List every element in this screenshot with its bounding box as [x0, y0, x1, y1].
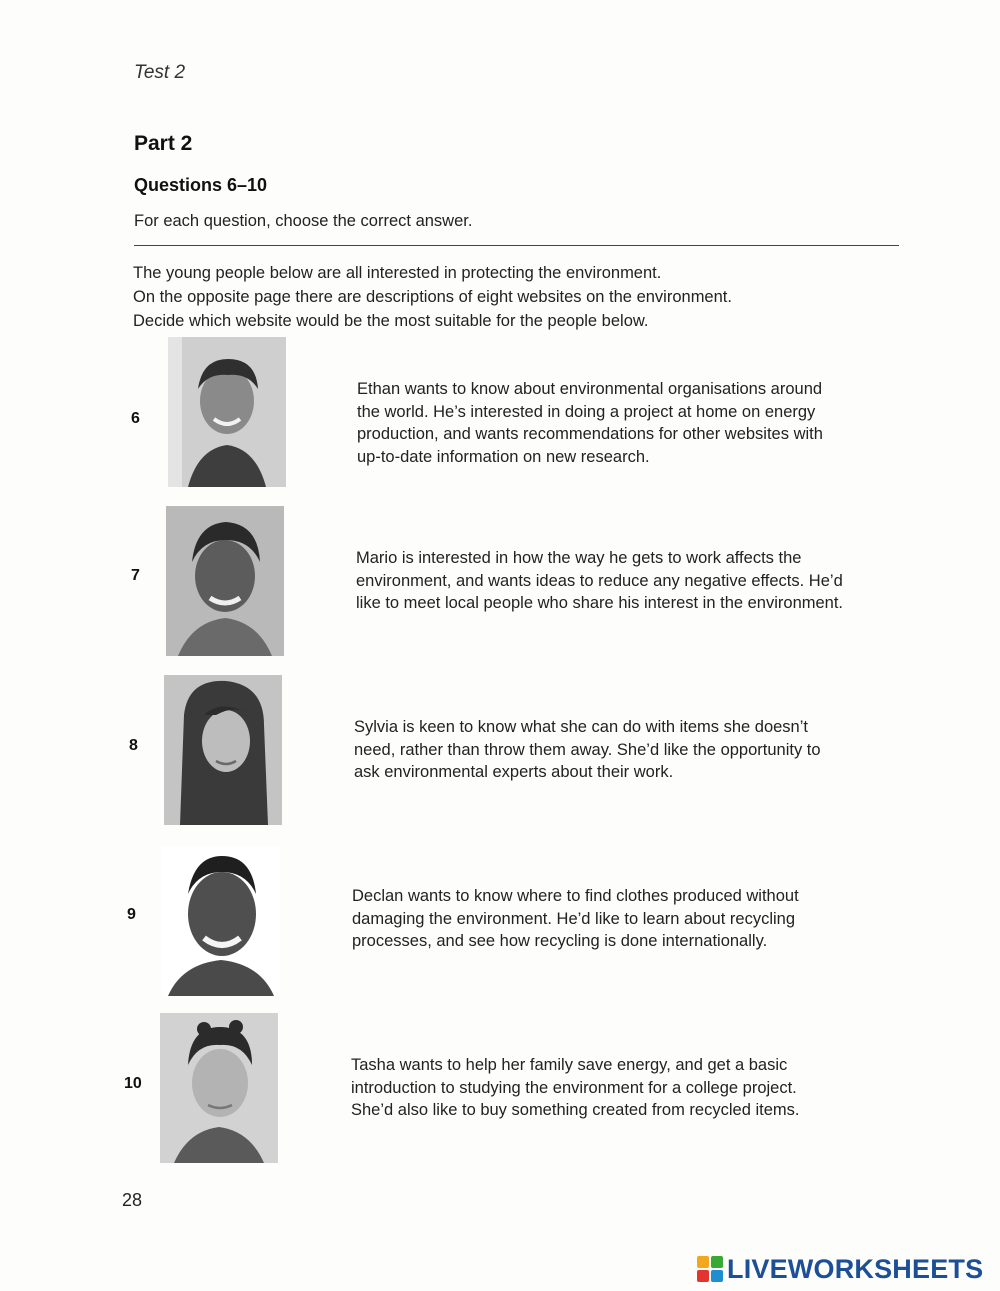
photo-sylvia — [164, 675, 282, 825]
logo-square — [697, 1270, 709, 1282]
photo-ethan — [168, 337, 286, 487]
question-line: production, and wants recommendations for other websites with — [357, 425, 823, 443]
question-line: need, rather than throw them away. She’d like the opportunity to — [354, 740, 821, 759]
logo-square — [697, 1256, 709, 1268]
question-10-text — [351, 1054, 891, 1122]
intro-line: Decide which website would be the most suitable for the people below. — [133, 312, 649, 330]
divider — [134, 245, 899, 246]
question-9-text — [352, 885, 892, 953]
question-number-7: 7 — [131, 567, 140, 584]
question-number-10: 10 — [124, 1075, 142, 1092]
question-line: introduction to studying the environment for a college project. — [351, 1078, 797, 1097]
question-line: Tasha wants to help her family save energy, and get a basic — [351, 1056, 788, 1074]
question-line: Declan wants to know where to find clothes produced without — [352, 887, 799, 905]
instruction-text: For each question, choose the correct answer. — [134, 212, 473, 230]
part-title: Part 2 — [134, 132, 193, 155]
photo-mario — [166, 506, 284, 656]
question-8-text — [354, 716, 894, 784]
question-6-text — [357, 378, 897, 468]
question-line: damaging the environment. He’d like to learn about recycling — [352, 909, 796, 928]
question-number-8: 8 — [129, 737, 138, 754]
question-7-text — [356, 547, 896, 615]
portrait-icon — [164, 675, 282, 825]
question-line: Mario is interested in how the way he gets to work affects the — [356, 549, 802, 567]
question-line: environment, and wants ideas to reduce any negative effects. He’d — [356, 571, 843, 590]
question-line: like to meet local people who share his interest in the environment. — [356, 594, 844, 612]
question-number-6: 6 — [131, 410, 140, 427]
question-line: up-to-date information on new research. — [357, 447, 650, 466]
liveworksheets-logo — [697, 1254, 983, 1284]
questions-title: Questions 6–10 — [134, 175, 268, 195]
question-line: She’d also like to buy something created from recycled items. — [351, 1101, 800, 1119]
question-line: Sylvia is keen to know what she can do with items she doesn’t — [354, 718, 808, 736]
intro-paragraph — [133, 261, 893, 333]
brand-text: LIVEWORKSHEETS — [727, 1253, 984, 1284]
intro-line: On the opposite page there are descriptions of eight websites on the environment. — [133, 288, 732, 306]
portrait-icon — [160, 1013, 278, 1163]
page-number: 28 — [122, 1190, 143, 1210]
question-line: the world. He’s interested in doing a project at home on energy — [357, 402, 816, 421]
portrait-icon — [162, 846, 280, 996]
portrait-icon — [166, 506, 284, 656]
question-number-9: 9 — [127, 906, 136, 923]
liveworksheets-logo-icon — [697, 1256, 723, 1282]
test-label: Test 2 — [134, 62, 186, 83]
logo-square — [711, 1256, 723, 1268]
question-line: Ethan wants to know about environmental organisations around — [357, 380, 823, 398]
photo-tasha — [160, 1013, 278, 1163]
intro-line: The young people below are all interested in protecting the environment. — [133, 264, 662, 282]
photo-declan — [162, 846, 280, 996]
logo-square — [711, 1270, 723, 1282]
question-line: processes, and see how recycling is done internationally. — [352, 932, 768, 950]
portrait-icon — [168, 337, 286, 487]
question-line: ask environmental experts about their work. — [354, 763, 674, 781]
